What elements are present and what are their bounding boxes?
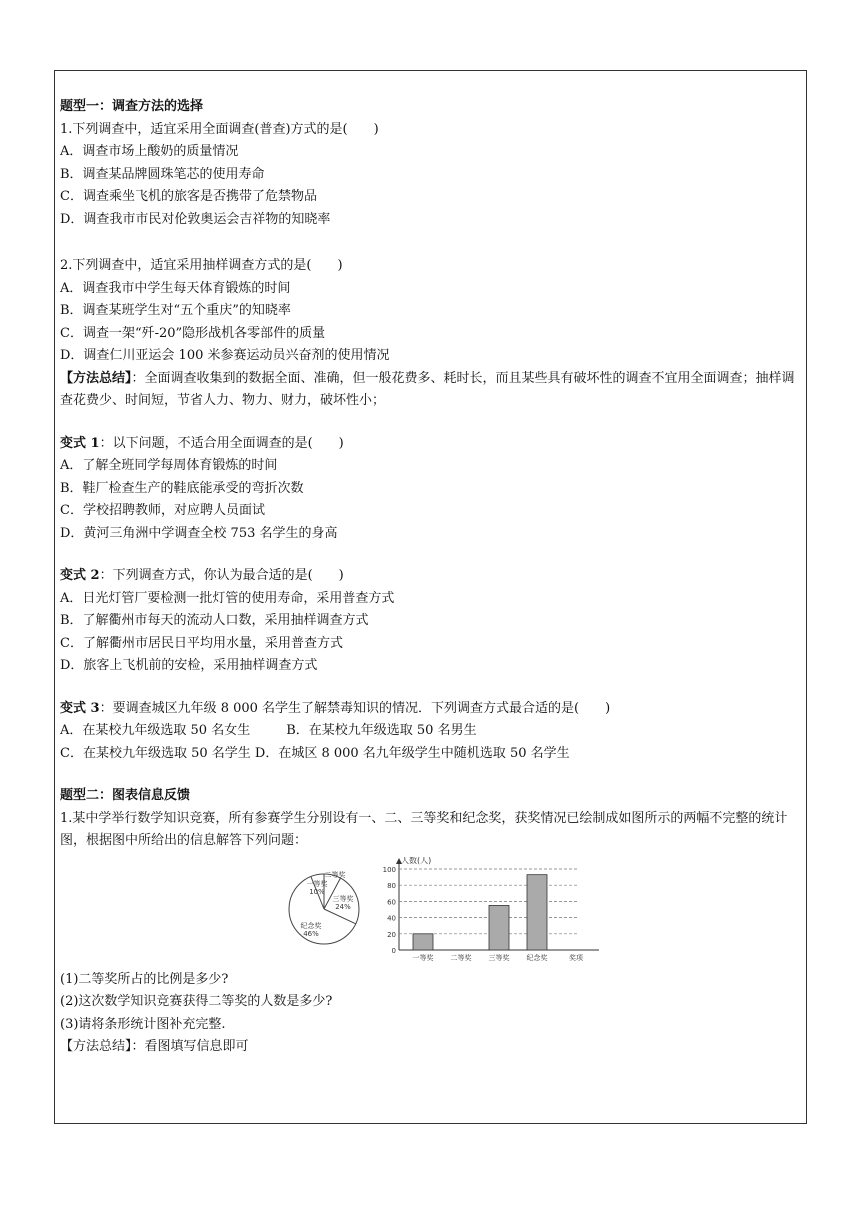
bar-x-tick-label: 一等奖 — [412, 953, 434, 962]
bar-x-axis-label: 奖项 — [569, 953, 583, 962]
method-summary-text: ：全面调查收集到的数据全面、准确，但一般花费多、耗时长，而且某些具有破坏性的调查不宜用全面调查；抽样调查花费少、时间短，节省人力、物力、财力，破坏性小； — [60, 370, 795, 408]
variant3-stem — [60, 698, 800, 721]
method-summary-label: 【方法总结】 — [60, 370, 132, 386]
q1-option-a: A．调查市场上酸奶的质量情况 — [60, 144, 239, 159]
sub-question-3: (3)请将条形统计图补充完整. — [60, 1016, 226, 1032]
variant3-option-a: A．在某校九年级选取 50 名女生 — [60, 723, 251, 738]
document-body — [60, 96, 800, 1059]
variant1-text: ：以下问题，不适合用全面调查的是( ) — [99, 435, 344, 451]
statistics-figure — [60, 857, 800, 969]
bar-y-tick-label: 100 — [382, 865, 396, 874]
pie-slice-first-percent: 10% — [309, 887, 325, 896]
method-summary-1 — [60, 368, 800, 413]
variant2-option-c: C．了解衢州市居民日平均用水量，采用普查方式 — [60, 635, 343, 651]
variant2-option-b: B．了解衢州市每天的流动人口数，采用抽样调查方式 — [60, 613, 369, 628]
q1-option-b: B．调查某品牌圆珠笔芯的使用寿命 — [60, 166, 265, 182]
sub-question-1: (1)二等奖所占的比例是多少? — [60, 971, 229, 987]
bar-3 — [489, 905, 509, 950]
bar-y-tick-label: 40 — [387, 914, 396, 923]
variant2-stem — [60, 565, 800, 588]
q2-stem: 2.下列调查中，适宜采用抽样调查方式的是( ) — [60, 258, 343, 273]
variant3-option-b: B．在某校九年级选取 50 名男生 — [286, 723, 477, 738]
section1-title: 题型一：调查方法的选择 — [60, 99, 204, 114]
bar-4 — [527, 874, 547, 949]
sub-question-2: (2)这次数学知识竞赛获得二等奖的人数是多少? — [60, 994, 333, 1009]
bar-y-tick-label: 80 — [387, 881, 396, 890]
bar-x-tick-label: 二等奖 — [450, 953, 472, 962]
bar-y-tick-label: 0 — [391, 946, 396, 955]
bar-1 — [413, 933, 433, 949]
variant1-stem — [60, 433, 800, 456]
q2-option-a: A．调查我市中学生每天体育锻炼的时间 — [60, 280, 291, 296]
statistics-charts-svg — [288, 857, 628, 969]
bar-x-tick-label: 三等奖 — [488, 953, 510, 962]
variant3-option-c: C．在某校九年级选取 50 名学生 — [60, 745, 251, 761]
section2-q1-stem: 1.某中学举行数学知识竞赛，所有参赛学生分别设有一、二、三等奖和纪念奖，获奖情况已绘制成如图所示的两幅不完整的统计图，根据图中所给出的信息解答下列问题： — [60, 810, 788, 848]
variant1-label: 变式 1 — [60, 435, 100, 451]
variant3-option-d: D．在城区 8 000 名九年级学生中随机选取 50 名学生 — [254, 745, 570, 761]
section2-title: 题型二：图表信息反馈 — [60, 788, 191, 803]
variant3-options-cd — [60, 743, 800, 766]
q1-stem: 1.下列调查中，适宜采用全面调查(普查)方式的是( ) — [60, 121, 379, 137]
bar-y-axis-label: 人数(人) — [401, 856, 432, 865]
q2-option-d: D．调查仁川亚运会 100 米参赛运动员兴奋剂的使用情况 — [60, 348, 390, 363]
bar-y-tick-label: 20 — [387, 930, 396, 939]
variant2-option-a: A．日光灯管厂要检测一批灯管的使用寿命，采用普查方式 — [60, 590, 395, 606]
variant3-options-ab — [60, 720, 800, 743]
variant1-option-c: C．学校招聘教师，对应聘人员面试 — [60, 503, 265, 518]
bar-y-tick-label: 60 — [387, 897, 396, 906]
variant1-option-d: D．黄河三角洲中学调查全校 753 名学生的身高 — [60, 525, 338, 541]
variant2-option-d: D．旅客上飞机前的安检，采用抽样调查方式 — [60, 658, 318, 673]
pie-slice-third-percent: 24% — [335, 902, 351, 911]
variant3-label: 变式 3 — [60, 700, 100, 716]
variant2-text: ：下列调查方式，你认为最合适的是( ) — [99, 568, 344, 583]
q2-option-b: B．调查某班学生对“五个重庆”的知晓率 — [60, 303, 291, 318]
pie-slice-second-label: 二等奖 — [324, 870, 346, 879]
pie-slice-souvenir-label: 纪念奖 — [300, 921, 322, 930]
variant1-option-a: A．了解全班同学每周体育锻炼的时间 — [60, 458, 278, 473]
pie-slice-third-label: 三等奖 — [332, 894, 354, 903]
variant1-option-b: B．鞋厂检查生产的鞋底能承受的弯折次数 — [60, 480, 304, 496]
q2-option-c: C．调查一架“歼-20”隐形战机各零部件的质量 — [60, 325, 326, 341]
bar-x-tick-label: 纪念奖 — [526, 953, 548, 962]
q1-option-d: D．调查我市市民对伦敦奥运会吉祥物的知晓率 — [60, 211, 331, 227]
method-summary-2: 【方法总结】：看图填写信息即可 — [60, 1039, 249, 1054]
q1-option-c: C．调查乘坐飞机的旅客是否携带了危禁物品 — [60, 189, 317, 204]
pie-slice-first-label: 一等奖 — [306, 879, 328, 888]
variant2-label: 变式 2 — [60, 568, 100, 583]
pie-slice-souvenir-percent: 46% — [303, 929, 319, 938]
variant3-text: ：要调查城区九年级 8 000 名学生了解禁毒知识的情况．下列调查方式最合适的是( ) — [99, 700, 611, 716]
